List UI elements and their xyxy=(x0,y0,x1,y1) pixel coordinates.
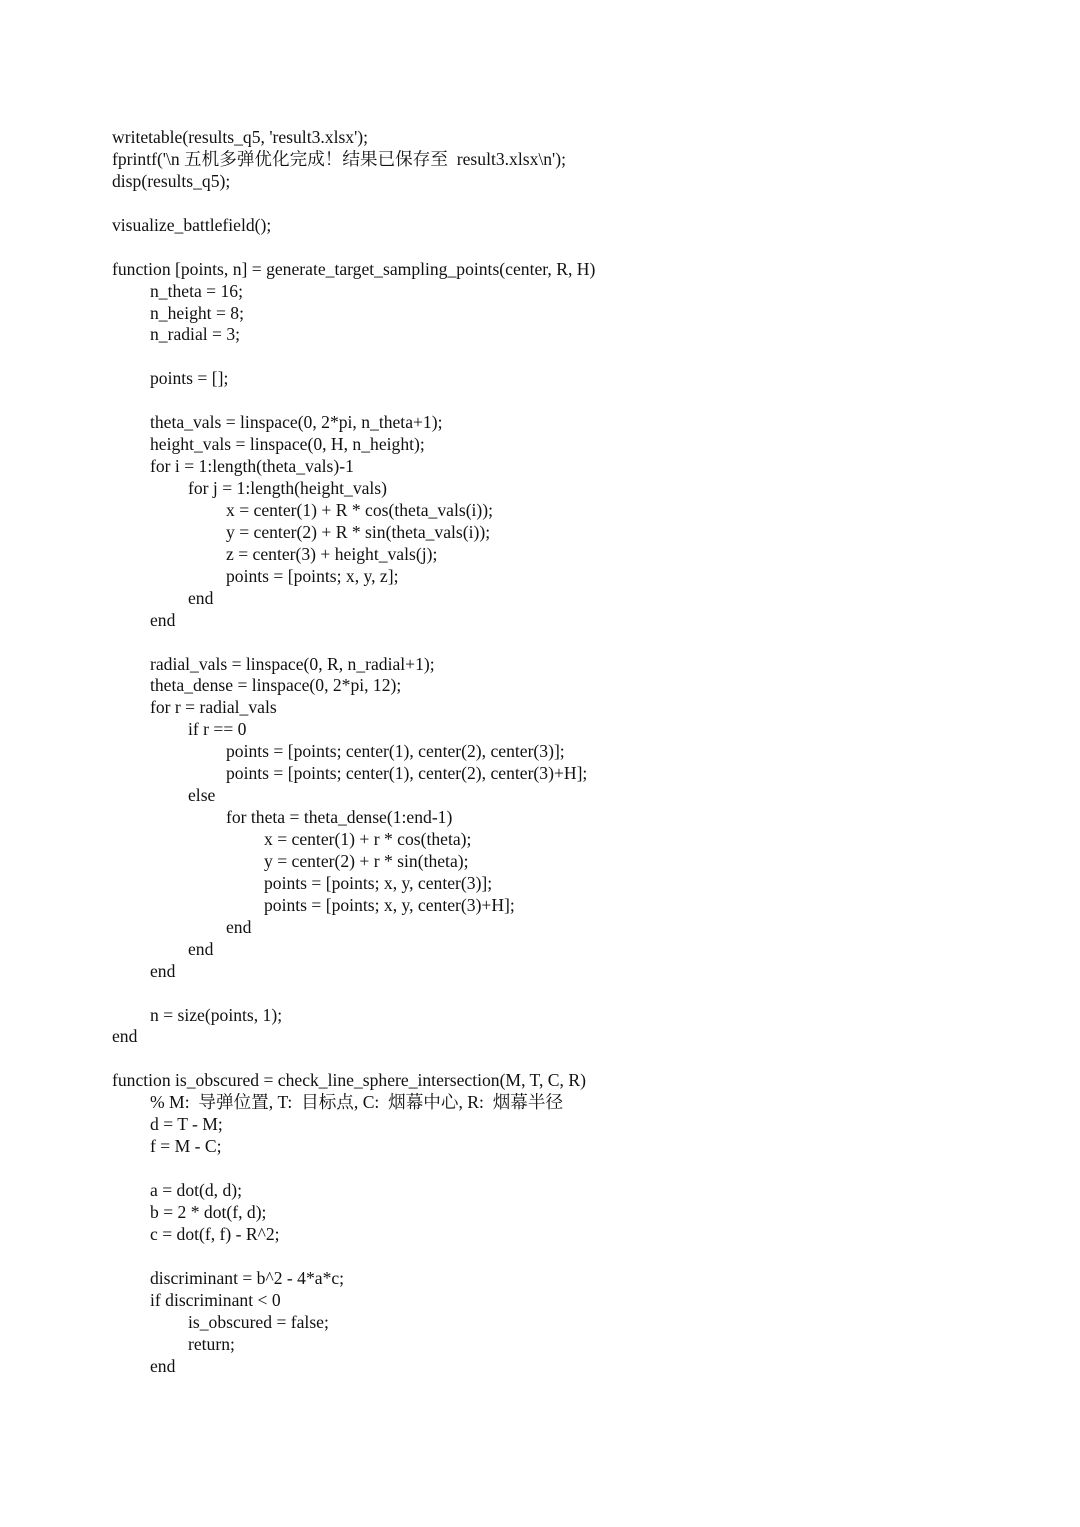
blank-line xyxy=(112,237,1012,259)
blank-line xyxy=(112,346,1012,368)
code-line: n_radial = 3; xyxy=(150,324,241,345)
code-line: else xyxy=(188,785,216,806)
code-line: return; xyxy=(188,1333,235,1354)
code-line: end xyxy=(150,960,176,981)
code-line: for j = 1:length(height_vals) xyxy=(188,478,388,498)
blank-line xyxy=(112,1048,1012,1070)
code-line: z = center(3) + height_vals(j); xyxy=(226,543,438,564)
code-line: discriminant = b^2 - 4*a*c; xyxy=(150,1267,345,1288)
code-line: disp(results_q5); xyxy=(112,170,231,191)
code-line: end xyxy=(150,609,176,630)
code-line: points = [points; x, y, z]; xyxy=(226,565,399,586)
code-line: n_theta = 16; xyxy=(150,280,243,301)
blank-line xyxy=(112,1158,1012,1180)
code-line: x = center(1) + r * cos(theta); xyxy=(264,829,472,849)
code-line: for i = 1:length(theta_vals)-1 xyxy=(150,456,354,477)
blank-line xyxy=(112,1246,1012,1268)
code-line: x = center(1) + R * cos(theta_vals(i)); xyxy=(226,499,494,520)
code-line: d = T - M; xyxy=(150,1114,223,1135)
code-line: y = center(2) + r * sin(theta); xyxy=(264,850,469,871)
code-line: writetable(results_q5, 'result3.xlsx'); xyxy=(112,127,369,147)
code-line: function is_obscured = check_line_sphere_intersection(M, T, C, R) xyxy=(112,1070,586,1091)
code-line: function [points, n] = generate_target_sampling_points(center, R, H) xyxy=(112,258,596,279)
code-line: end xyxy=(188,587,214,608)
code-line: height_vals = linspace(0, H, n_height); xyxy=(150,434,425,455)
code-line: points = [points; x, y, center(3)+H]; xyxy=(264,894,515,915)
code-line: c = dot(f, f) - R^2; xyxy=(150,1223,280,1244)
code-line: if discriminant < 0 xyxy=(150,1289,281,1310)
code-line: % M: 导弹位置, T: 目标点, C: 烟幕中心, R: 烟幕半径 xyxy=(150,1092,564,1113)
blank-line xyxy=(112,390,1012,412)
code-line: y = center(2) + R * sin(theta_vals(i)); xyxy=(226,521,491,542)
code-line: points = [points; center(1), center(2), center(3)]; xyxy=(226,741,565,762)
code-line: if r == 0 xyxy=(188,719,247,740)
code-line: end xyxy=(150,1355,176,1376)
blank-line xyxy=(112,632,1012,654)
code-line: end xyxy=(112,1026,138,1047)
code-listing xyxy=(112,127,1012,1377)
code-line: points = []; xyxy=(150,368,229,389)
code-line: a = dot(d, d); xyxy=(150,1180,243,1200)
code-line: points = [points; x, y, center(3)]; xyxy=(264,872,493,893)
code-line: for r = radial_vals xyxy=(150,697,277,718)
code-line: theta_dense = linspace(0, 2*pi, 12); xyxy=(150,675,402,696)
code-line: end xyxy=(188,938,214,959)
code-line: theta_vals = linspace(0, 2*pi, n_theta+1); xyxy=(150,412,443,433)
code-line: b = 2 * dot(f, d); xyxy=(150,1201,267,1222)
blank-line xyxy=(112,193,1012,215)
code-line: f = M - C; xyxy=(150,1136,222,1157)
code-line: for theta = theta_dense(1:end-1) xyxy=(226,807,453,828)
code-line: n = size(points, 1); xyxy=(150,1004,283,1025)
code-line: radial_vals = linspace(0, R, n_radial+1); xyxy=(150,653,435,674)
code-line: end xyxy=(226,916,252,937)
code-line: fprintf('\n 五机多弹优化完成！结果已保存至 result3.xlsx\n'); xyxy=(112,148,566,169)
code-line: visualize_battlefield(); xyxy=(112,214,272,235)
code-line: points = [points; center(1), center(2), center(3)+H]; xyxy=(226,763,588,784)
code-line: is_obscured = false; xyxy=(188,1311,329,1332)
blank-line xyxy=(112,983,1012,1005)
code-line: n_height = 8; xyxy=(150,302,244,323)
